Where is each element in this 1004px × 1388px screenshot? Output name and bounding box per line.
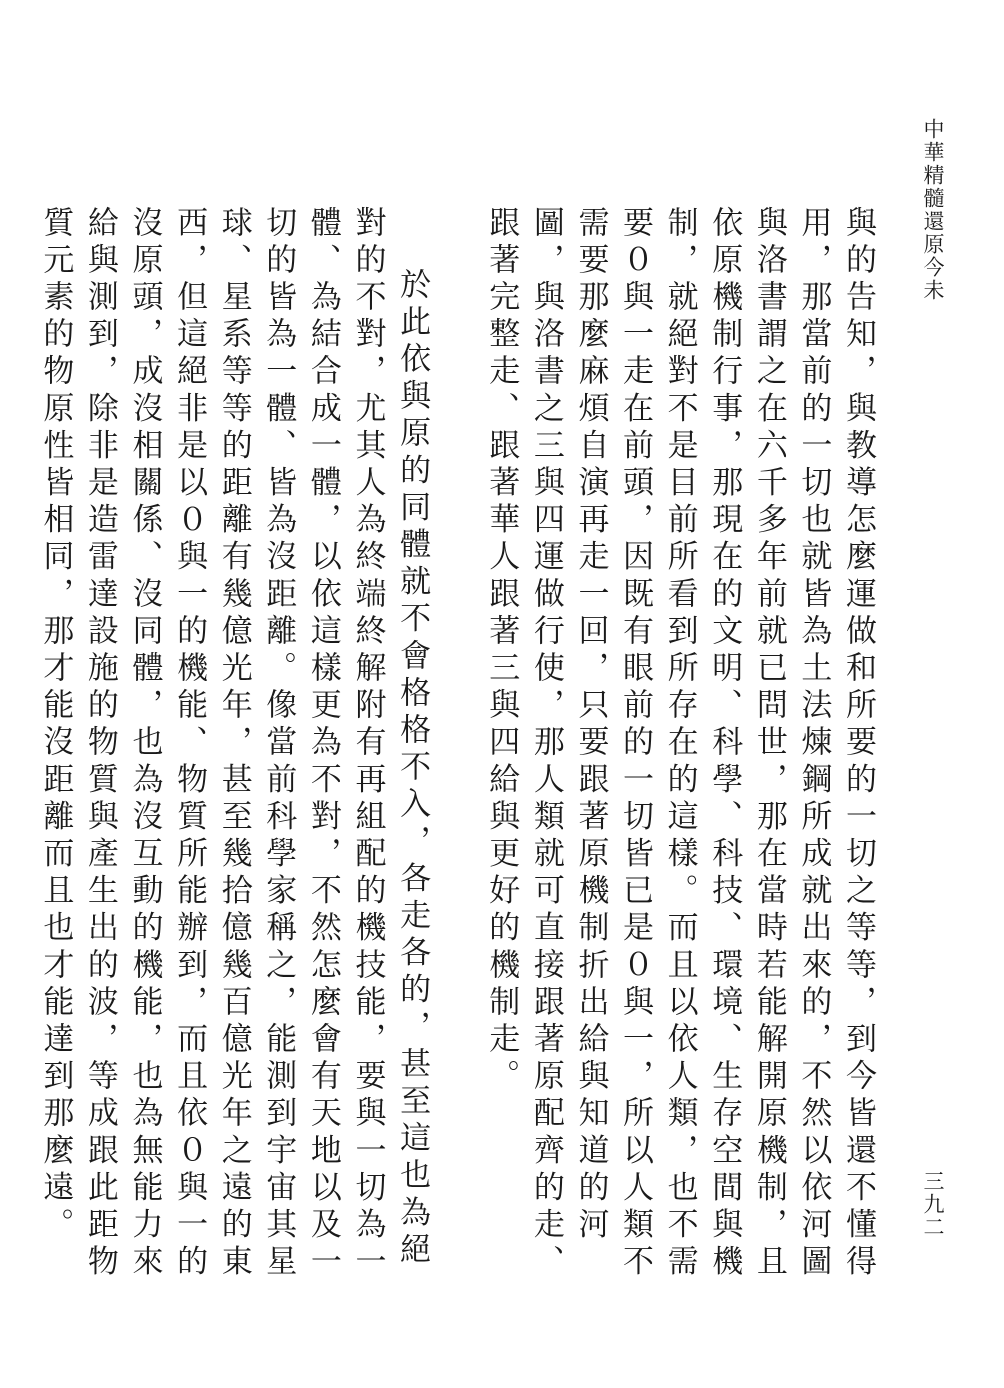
paragraph-2: 於此依與原的同體就不會格格不入，各走各的，甚至這也為絕對的不對，尤其人為終端終解附有再組配的機技能，要與一切為一體、為結合成一體，以依這樣更為不對，不然怎麼會有天地以及一切的皆為一體、皆為沒距離。像當前科學家稱之，能測到宇宙其星球、星系等等的距離有幾億光年，甚至幾拾億幾百億光年之遠的東西，但這絕非是以０與一的機能、物質所能辦到，而且依０與一的沒原頭，成沒相關係、沒同體，也為沒互動的機能，也為無能力來給與測到，除非是造雷達設施的物質與產生出的波，等成跟此距物質元素的物原性皆相同，那才能沒距離而且也才能達到那麼遠。 bbox=[37, 206, 431, 1282]
running-header: 中華精髓還原今未 bbox=[921, 118, 945, 302]
paragraph-1: 與的告知，與教導怎麼運做和所要的一切之等等，到今皆還不懂得用，那當前的一切也就皆為土法煉鋼所成就出來的，不然以依河圖與洛書謂之在六千多年前就已問世，那在當時若能解開原機制，且依原機制行事，那現在的文明、科學、科技、環境、生存空間與機制，就絕對不是目前所看到所存在的這樣。而且以依人類，也不需要０與一走在前頭，因既有眼前的一切皆已是０與一，所以人類不需要那麼麻煩自演再走一回，只要跟著原機制折出給與知道的河圖，與洛書之三與四運做行使，那人類就可直接跟著原配齊的走、跟著完整走、跟著華人跟著三與四給與更好的機制走。 bbox=[483, 206, 876, 1282]
body-text bbox=[37, 206, 880, 1296]
page-number: 三九二 bbox=[921, 1170, 945, 1239]
